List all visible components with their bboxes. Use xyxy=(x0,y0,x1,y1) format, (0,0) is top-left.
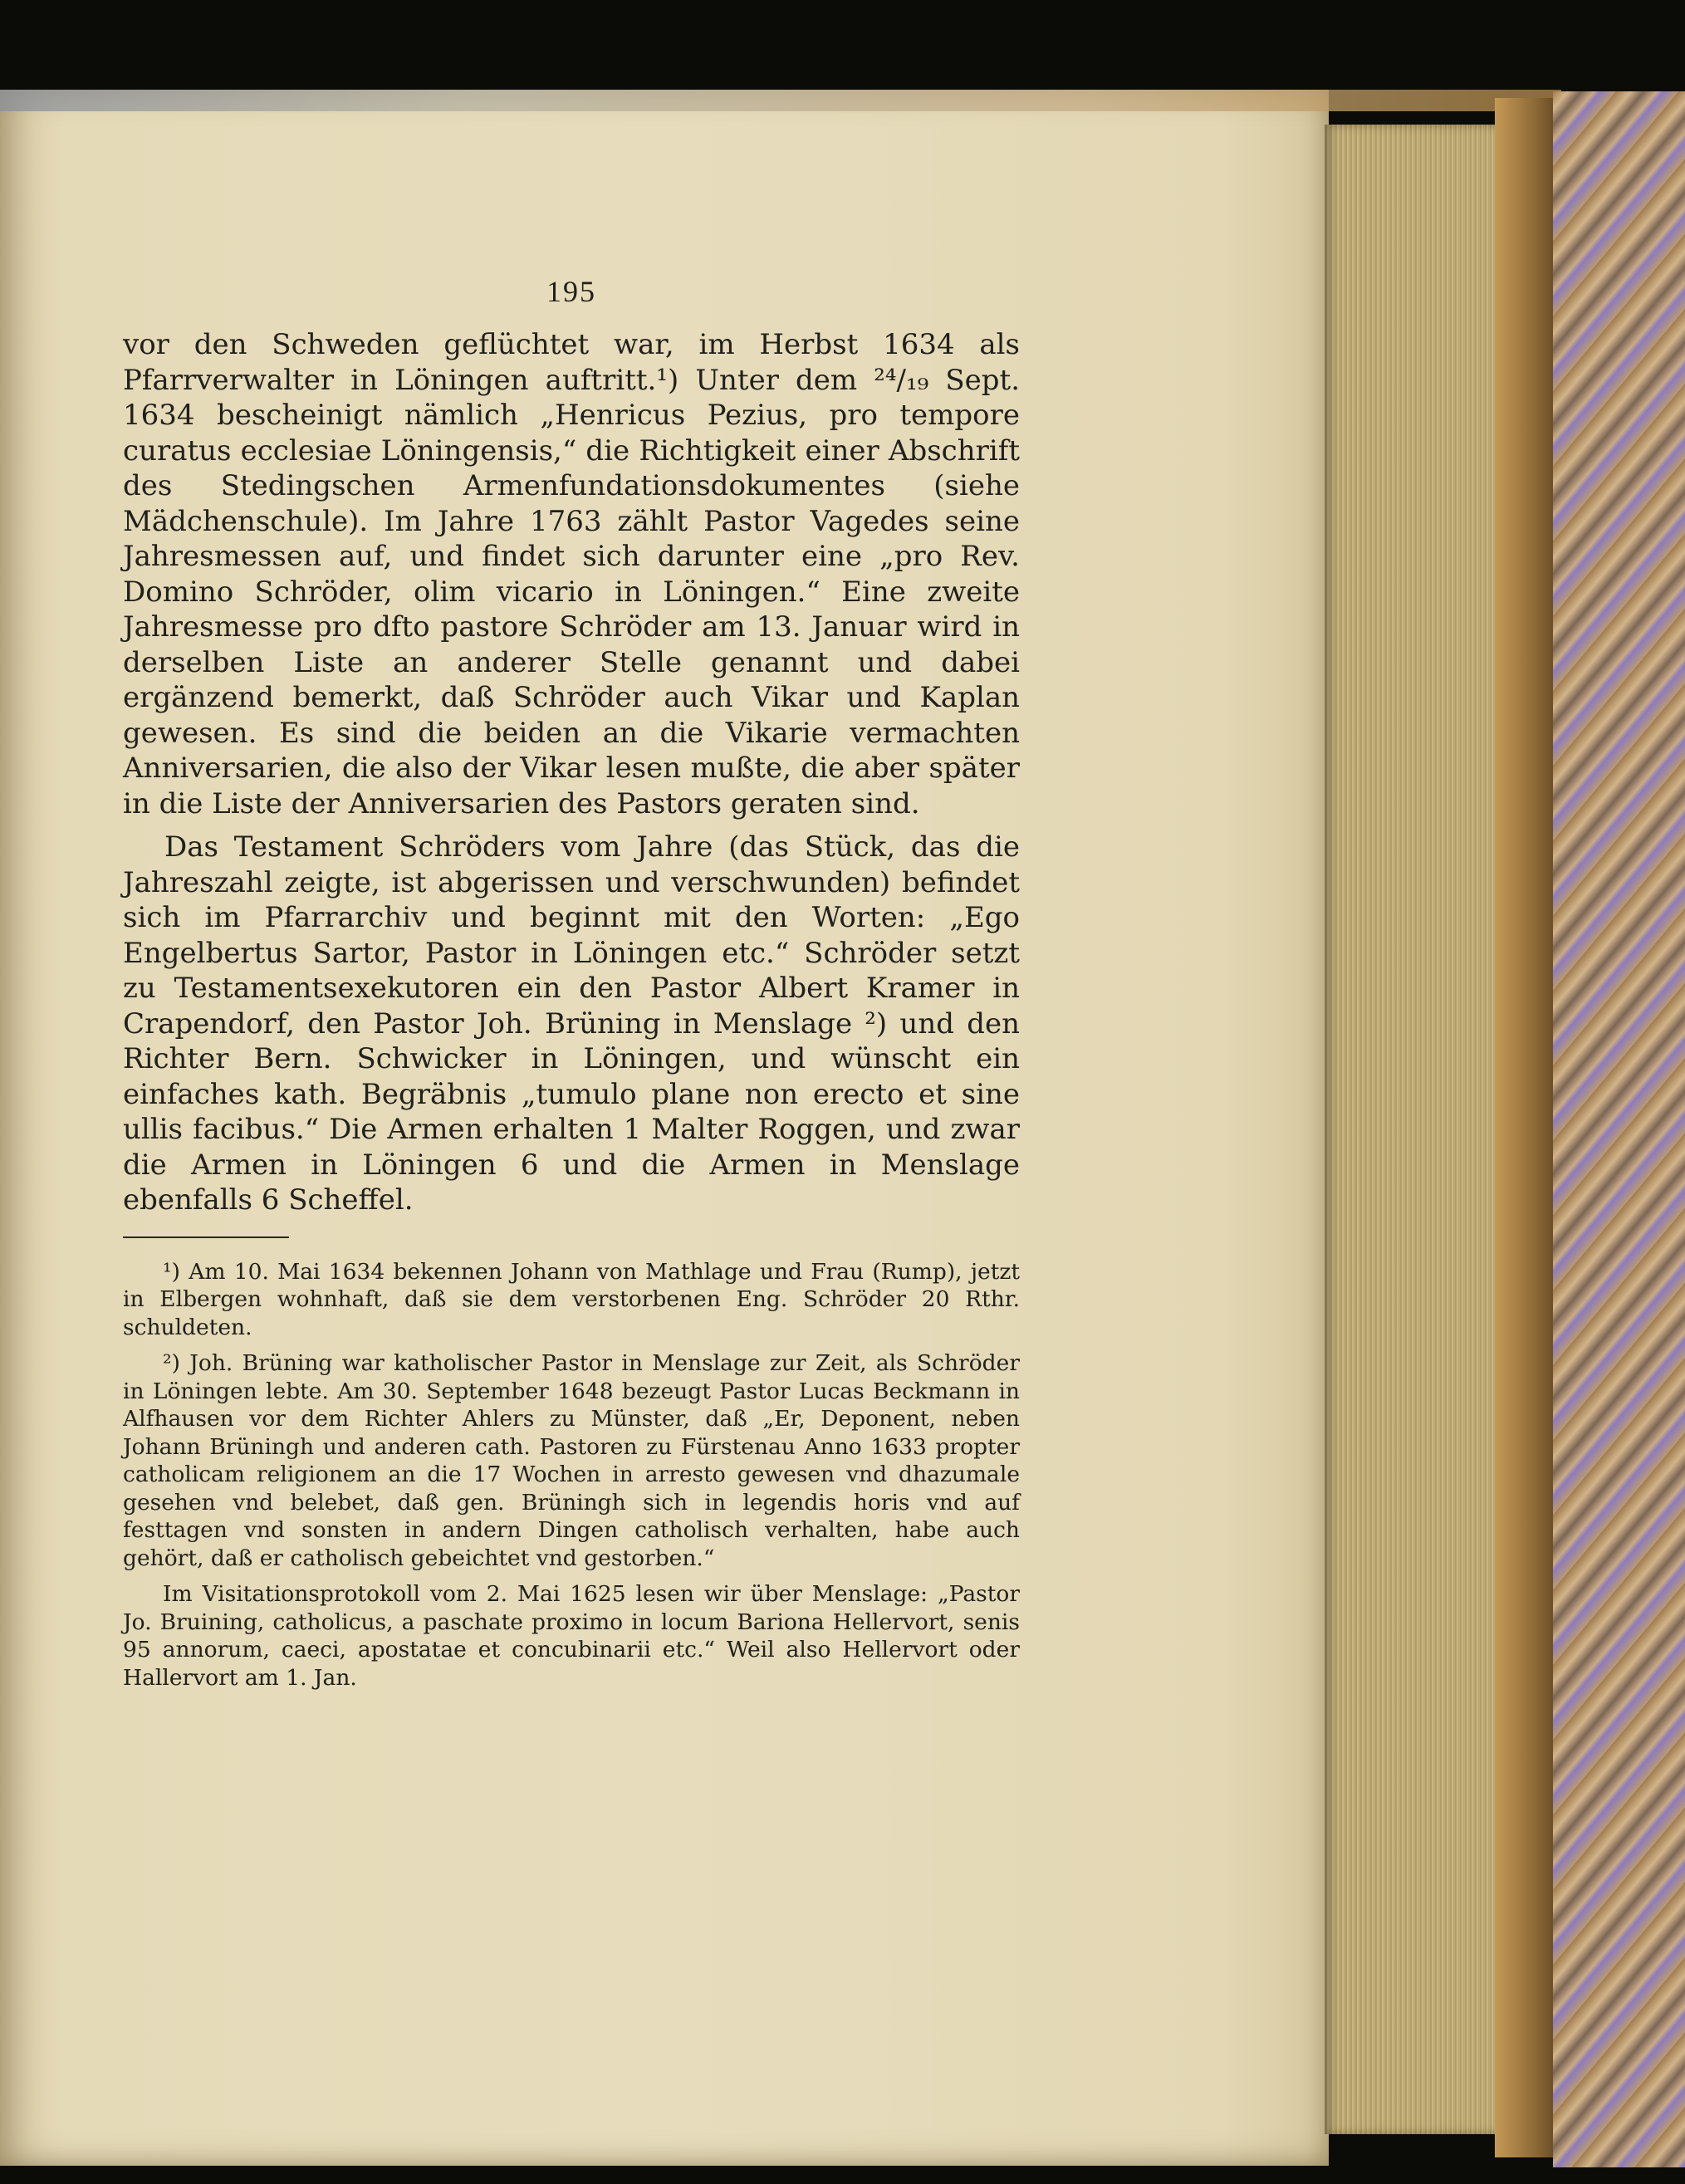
page-text xyxy=(123,274,1020,1700)
page-number: 195 xyxy=(546,275,596,308)
footnote-1: ¹) Am 10. Mai 1634 bekennen Johann von Mathlage und Frau (Rump), jetzt in Elbergen wohnhaft, daß sie dem verstorbenen Eng. Schröder 20 Rthr. schuldeten. xyxy=(123,1258,1020,1340)
page-block-edges xyxy=(1325,125,1499,2134)
leather-cover-edge xyxy=(1495,98,1561,2157)
body-paragraph-1: vor den Schweden geflüchtet war, im Herbst 1634 als Pfarrverwalter in Löningen auftritt.¹) Unter dem ²⁴/₁₉ Sept. 1634 bescheinigt nämlich „Henricus Pezius, pro tempore curatus ecclesiae Löningensis,“ die Richtigkeit einer Abschrift des Stedingschen Armenfundationsdokumentes (siehe Mädchenschule). Im Jahre 1763 zählt Pastor Vagedes seine Jahresmessen auf, und findet sich darunter eine „pro Rev. Domino Schröder, olim vicario in Löningen.“ Eine zweite Jahresmesse pro dfto pastore Schröder am 13. Januar wird in derselben Liste an anderer Stelle genannt und dabei ergänzend bemerkt, daß Schröder auch Vikar und Kaplan gewesen. Es sind die beiden an die Vikarie vermachten Anniversarien, die also der Vikar lesen mußte, die aber später in die Liste der Anniversarien des Pastors geraten sind. xyxy=(123,328,1020,820)
footnote-2: ²) Joh. Brüning war katholischer Pastor in Menslage zur Zeit, als Schröder in Löningen lebte. Am 30. September 1648 bezeugt Pastor Lucas Beckmann in Alfhausen vor dem Richter Ahlers zu Münster, daß „Er, Deponent, neben Johann Brüningh und anderen cath. Pastoren zu Fürstenau Anno 1633 propter catholicam religionem an die 17 Wochen in arresto gewesen vnd dhazumale gesehen vnd belebet, daß gen. Brüningh sich in legendis horis vnd auf festtagen vnd sonsten in andern Dingen catholisch verhalten, habe auch gehört, daß er catholisch gebeichtet vnd gestorben.“ xyxy=(123,1350,1020,1571)
footnote-3: Im Visitationsprotokoll vom 2. Mai 1625 lesen wir über Menslage: „Pastor Jo. Bruining, catholicus, a paschate proximo in locum Bariona Hellervort, senis 95 annorum, caeci, apostatae et concubinarii etc.“ Weil also Hellervort oder Hallervort am 1. Jan. xyxy=(123,1581,1020,1691)
footnote-rule xyxy=(123,1236,289,1238)
body-paragraph-2: Das Testament Schröders vom Jahre (das Stück, das die Jahreszahl zeigte, ist abgerissen und verschwunden) befindet sich im Pfarrarchiv und beginnt mit den Worten: „Ego Engelbertus Sartor, Pastor in Löningen etc.“ Schröder setzt zu Testamentsexekutoren ein den Pastor Albert Kramer in Crapendorf, den Pastor Joh. Brüning in Menslage ²) und den Richter Bern. Schwicker in Löningen, und wünscht ein einfaches kath. Begräbnis „tumulo plane non erecto et sine ullis facibus.“ Die Armen erhalten 1 Malter Roggen, und zwar die Armen in Löningen 6 und die Armen in Menslage ebenfalls 6 Scheffel. xyxy=(123,830,1020,1217)
marbled-endpaper xyxy=(1553,91,1685,2167)
cover-top-edge xyxy=(0,90,1561,111)
